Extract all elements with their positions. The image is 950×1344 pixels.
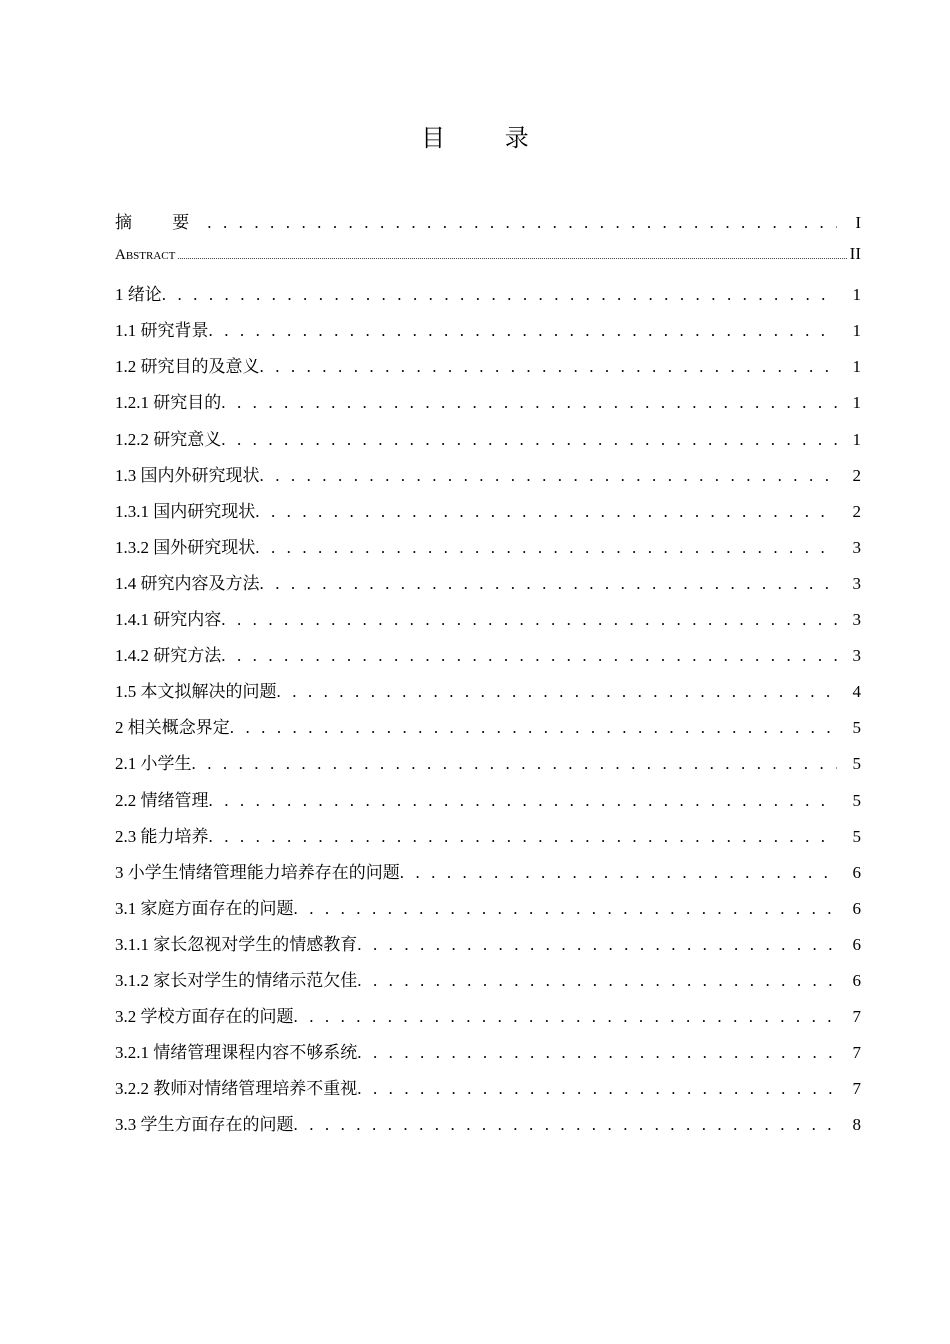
toc-dot-leader (277, 682, 838, 702)
toc-entry-label: 3 小学生情绪管理能力培养存在的问题 (115, 862, 400, 882)
toc-entry[interactable] (115, 316, 861, 352)
toc-dot-leader (162, 285, 837, 305)
toc-title: 目 录 (421, 124, 555, 152)
toc-entry-page: 5 (852, 718, 861, 738)
toc-dot-leader (207, 213, 837, 233)
toc-entry-label: 3.1 家庭方面存在的问题 (115, 898, 294, 918)
toc-dot-leader (294, 1115, 838, 1135)
toc-entry-page: I (855, 213, 861, 232)
toc-entry-label: 2 相关概念界定 (115, 718, 230, 738)
toc-entry-page: 8 (852, 1115, 861, 1135)
toc-entry-page: 1 (852, 285, 861, 305)
toc-entry-page: 7 (852, 1043, 861, 1063)
toc-entry[interactable] (115, 641, 861, 677)
toc-entry-label: 3.2.1 情绪管理课程内容不够系统 (115, 1043, 358, 1063)
toc-entry-page: 2 (852, 501, 861, 521)
toc-entry-page: II (849, 244, 861, 264)
toc-entry-abstract-en[interactable] (115, 244, 861, 280)
toc-entry-label: 3.1.1 家长忽视对学生的情感教育 (115, 934, 358, 954)
toc-entry-page: 1 (852, 429, 861, 449)
toc-dot-leader (230, 718, 837, 738)
toc-entry-label: 1.2.1 研究目的 (115, 393, 222, 413)
toc-entry-abstract-cn[interactable] (115, 208, 861, 244)
toc-entry-label: 1.2.2 研究意义 (115, 429, 222, 449)
toc-entry[interactable] (115, 1038, 861, 1074)
toc-dot-leader (400, 863, 837, 883)
toc-entry[interactable] (115, 1074, 861, 1110)
toc-entry-page: 3 (852, 646, 861, 666)
toc-entry[interactable] (115, 966, 861, 1002)
toc-dot-leader (357, 1043, 837, 1063)
toc-entry-page: 1 (852, 357, 861, 377)
toc-entry[interactable] (115, 822, 861, 858)
toc-entry-label: 1.3.2 国外研究现状 (115, 537, 256, 557)
toc-dot-leader (221, 646, 837, 666)
toc-dot-leader (209, 791, 838, 811)
toc-dot-leader (255, 502, 837, 522)
toc-entry[interactable] (115, 569, 861, 605)
toc-entry-label: 1.3.1 国内研究现状 (115, 501, 256, 521)
toc-entry-page: 7 (852, 1007, 861, 1027)
toc-entry-page: 1 (852, 393, 861, 413)
toc-entry[interactable] (115, 497, 861, 533)
toc-dot-leader (177, 252, 847, 261)
toc-entry-page: 4 (852, 682, 861, 702)
toc-dot-leader (357, 971, 837, 991)
toc-entry-label: 1.1 研究背景 (115, 321, 209, 341)
toc-entry-label: 2.1 小学生 (115, 754, 192, 774)
toc-dot-leader (260, 574, 838, 594)
toc-entry-page: 6 (852, 970, 861, 990)
toc-entry-label: 1.3 国内外研究现状 (115, 465, 260, 485)
toc-entry[interactable] (115, 461, 861, 497)
toc-entry[interactable] (115, 749, 861, 785)
toc-dot-leader (357, 1079, 837, 1099)
toc-entry-label: 1.2 研究目的及意义 (115, 357, 260, 377)
toc-entry-page: 7 (852, 1079, 861, 1099)
toc-entry-label: 3.2.2 教师对情绪管理培养不重视 (115, 1079, 358, 1099)
toc-entry-page: 6 (852, 862, 861, 882)
toc-entry-label: 1.4.2 研究方法 (115, 646, 222, 666)
toc-dot-leader (357, 935, 837, 955)
toc-dot-leader (260, 357, 838, 377)
toc-entry[interactable] (115, 677, 861, 713)
toc-entry-label: 1.4 研究内容及方法 (115, 573, 260, 593)
toc-dot-leader (221, 610, 837, 630)
toc-entry-page: 5 (852, 826, 861, 846)
toc-entry[interactable] (115, 786, 861, 822)
toc-entry-page: 3 (852, 537, 861, 557)
toc-entry-page: 5 (852, 790, 861, 810)
toc-entry-label: 2.2 情绪管理 (115, 790, 209, 810)
toc-entry[interactable] (115, 1110, 861, 1146)
toc-entry-page: 3 (852, 610, 861, 630)
toc-entry[interactable] (115, 388, 861, 424)
toc-entry-page: 3 (852, 573, 861, 593)
toc-entry-page: 6 (852, 898, 861, 918)
toc-dot-leader (209, 321, 838, 341)
toc-dot-leader (221, 393, 837, 413)
toc-entry[interactable] (115, 605, 861, 641)
toc-entry-label: 1.4.1 研究内容 (115, 610, 222, 630)
toc-entry-label: 2.3 能力培养 (115, 826, 209, 846)
toc-entry[interactable] (115, 1002, 861, 1038)
toc-entry[interactable] (115, 858, 861, 894)
toc-list (115, 208, 861, 1146)
toc-entry-label: 3.2 学校方面存在的问题 (115, 1007, 294, 1027)
toc-dot-leader (255, 538, 837, 558)
toc-entry[interactable] (115, 425, 861, 461)
toc-entry-label: 3.1.2 家长对学生的情绪示范欠佳 (115, 970, 358, 990)
toc-entry-page: 6 (852, 934, 861, 954)
toc-entry[interactable] (115, 533, 861, 569)
toc-entry[interactable] (115, 352, 861, 388)
toc-entry[interactable] (115, 713, 861, 749)
toc-entry-page: 1 (852, 321, 861, 341)
toc-entry[interactable] (115, 280, 861, 316)
toc-dot-leader (221, 430, 837, 450)
toc-entry[interactable] (115, 894, 861, 930)
toc-entry-page: 2 (852, 465, 861, 485)
toc-dot-leader (260, 466, 838, 486)
toc-entry-label: 摘 要 (115, 213, 208, 232)
toc-entry-label: 1 绪论 (115, 285, 162, 305)
toc-dot-leader (209, 827, 838, 847)
toc-entry[interactable] (115, 930, 861, 966)
toc-entry-label: 3.3 学生方面存在的问题 (115, 1115, 294, 1135)
toc-entry-page: 5 (852, 754, 861, 774)
toc-dot-leader (192, 754, 838, 774)
toc-dot-leader (294, 1007, 838, 1027)
toc-dot-leader (294, 899, 838, 919)
toc-entry-label: 1.5 本文拟解决的问题 (115, 682, 277, 702)
toc-entry-label: Abstract (115, 247, 176, 264)
